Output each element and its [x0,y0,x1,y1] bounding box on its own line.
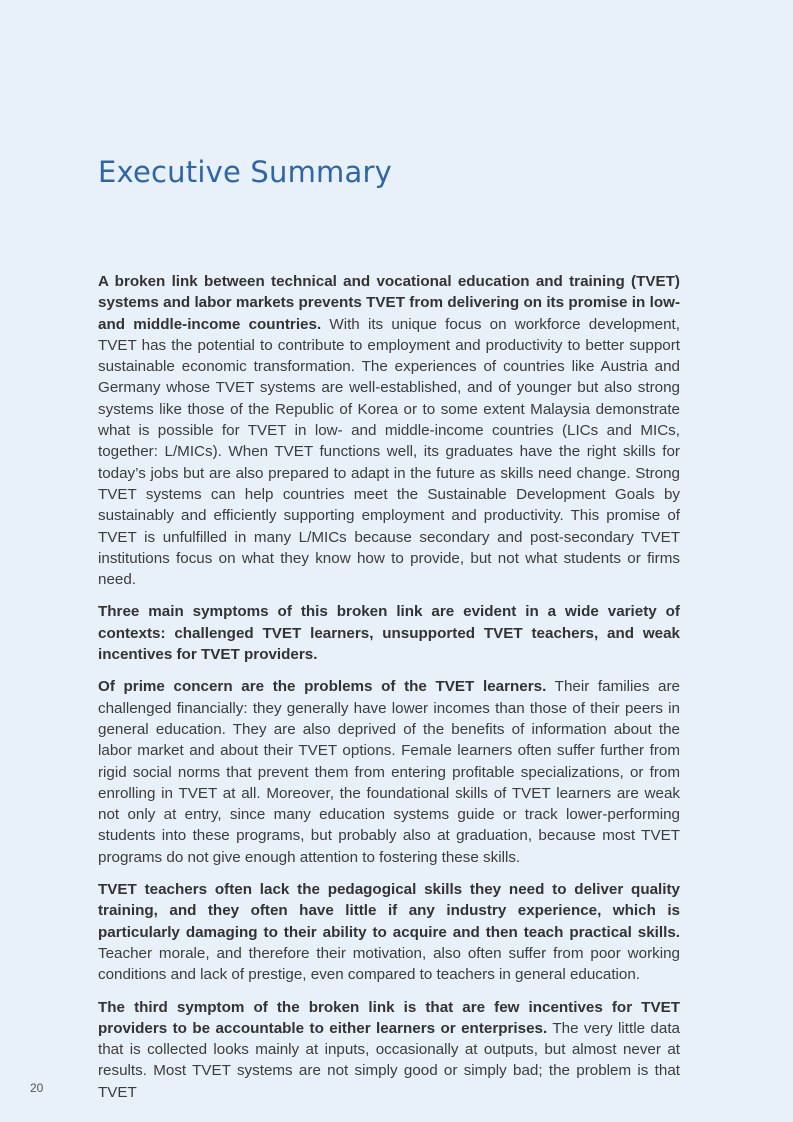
paragraph-3-text: Their families are challenged financially: they generally have lower incomes than those of their peers in general education. They are also deprived of the benefits of information about the labor market and about their TVET options. Female learners often suffer further from rigid social norms that prevent them from entering profitable specializations, or from enrolling in TVET at all. Moreover, the foundational skills of TVET learners are weak not only at entry, since many education systems guide or track lower-performing students into these programs, but probably also at graduation, because most TVET programs do not give enough attention to fostering these skills. [98,678,681,866]
page-number: 20 [30,1081,44,1095]
paragraph-1-lead: A broken link between technical and vocational education and training (TVET) systems and labor markets prevents TVET from delivering on its promise in low- and middle-income countries. [98,273,680,333]
paragraph-1 [98,271,680,590]
page-title: Executive Summary [98,155,392,189]
paragraph-5-lead: The third symptom of the broken link is that are few incentives for TVET providers to be accountable to either learners or enterprises. [98,998,680,1037]
paragraph-2 [98,601,680,665]
paragraph-4 [98,879,680,985]
paragraph-5-text: The very little data that is collected looks mainly at inputs, occasionally at outputs, but almost never at results. Most TVET systems are not simply good or simply bad; the problem is that TVET [98,1019,680,1101]
paragraph-3-lead: Of prime concern are the problems of the TVET learners. [98,678,547,696]
paragraph-5 [98,997,680,1103]
paragraph-2-lead: Three main symptoms of this broken link are evident in a wide variety of contexts: challenged TVET learners, unsupported TVET teachers, and weak incentives for TVET providers. [98,603,680,664]
paragraph-3 [98,676,680,868]
paragraph-4-text: Teacher morale, and therefore their motivation, also often suffer from poor working conditions and lack of prestige, even compared to teachers in general education. [98,944,680,984]
paragraph-4-lead: TVET teachers often lack the pedagogical skills they need to deliver quality training, and they often have little if any industry experience, which is particularly damaging to their ability to acquire and then teach practical skills. [98,881,680,941]
paragraph-1-text: With its unique focus on workforce development, TVET has the potential to contribute to employment and productivity to better support sustainable economic transformation. The experiences of countries like Austria and Germany whose TVET systems are well-established, and of younger but also strong systems like those of the Republic of Korea or to some extent Malaysia demonstrate what is possible for TVET in low- and middle-income countries (LICs and MICs, together: L/MICs). When TVET functions well, its graduates have the right skills for today’s jobs but are also prepared to adapt in the future as skills need change. Strong TVET systems can help countries meet the Sustainable Development Goals by sustainably and efficiently supporting employment and productivity. This promise of TVET is unfulfilled in many L/MICs because secondary and post-secondary TVET institutions focus on what they know how to provide, but not what students or firms need. [98,315,680,589]
body-text [98,271,680,1114]
